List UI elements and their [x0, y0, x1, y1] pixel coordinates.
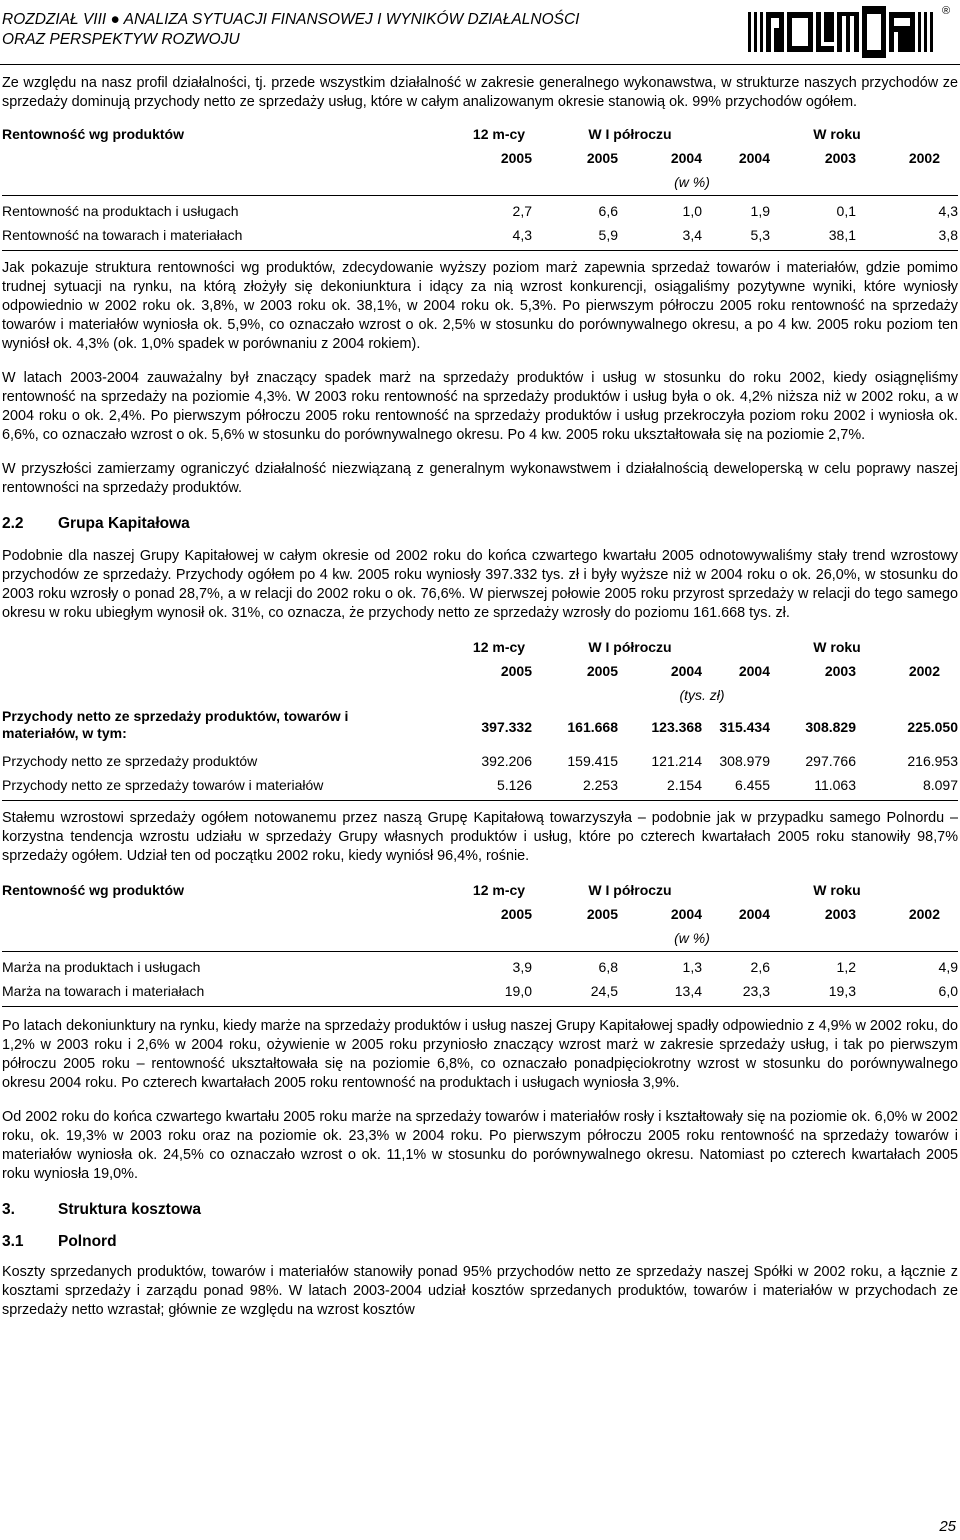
table-row	[2, 982, 958, 1006]
section-heading	[2, 513, 958, 535]
polnord-logo	[746, 2, 956, 60]
table-rule	[2, 800, 958, 809]
year-cell: 2002	[908, 150, 940, 166]
group-12m: 12 m-cy	[472, 126, 526, 142]
group-half-year: W I półroczu	[588, 882, 672, 898]
year-cell: 2005	[500, 906, 532, 922]
paragraph: Podobnie dla naszej Grupy Kapitałowej w całym okresie od 2002 roku do końca czwartego kwartału 2005 odnotowywaliśmy stały trend wzrostowy przychodów ze sprzedaży. Przychody ogółem po 4 kw. 2005 roku wyniosły 397.332 tys. zł i były wyższe niż w 2004 roku o ok. 26,0%, w stosunku do 2003 roku wzrosły o ponad 28,7%, a w relacji do 2002 roku o ok. 76,6%. W pierwszej połowie 2005 roku przyrost sprzedaży w relacji do tego samego okresu w roku ubiegłym wynosił ok. 31%, co oznacza, że przychody netto ze sprzedaży wzrosły do poziomu 161.668 tys. zł.	[2, 548, 958, 621]
paragraph: W przyszłości zamierzamy ograniczyć działalność niezwiązaną z generalnym wykonawstwem i działalnością deweloperską w celu poprawy naszej rentowności na sprzedaży produktów.	[2, 461, 958, 496]
value-cell: 397.332	[481, 719, 532, 735]
year-cell: 2002	[908, 906, 940, 922]
section-title: Struktura kosztowa	[58, 1201, 201, 1218]
value-cell: 4,3	[512, 227, 532, 243]
row-label: Rentowność na towarach i materiałach	[2, 227, 243, 243]
value-cell: 308.829	[805, 719, 856, 735]
chapter-title-line2: ORAZ PERSPEKTYW ROZWOJU	[2, 31, 240, 48]
chapter-title-line1: ROZDZIAŁ VIII ● ANALIZA SYTUACJI FINANSOWEJ I WYNIKÓW DZIAŁALNOŚCI	[2, 11, 580, 28]
value-cell: 2.154	[666, 777, 702, 793]
value-cell: 2,6	[750, 959, 770, 975]
value-cell: 315.434	[719, 719, 770, 735]
value-cell: 297.766	[805, 753, 856, 769]
page-content	[2, 74, 958, 1320]
row-label: Rentowność na produktach i usługach	[2, 203, 239, 219]
value-cell: 5,9	[598, 227, 618, 243]
year-cell: 2005	[586, 906, 618, 922]
intro-paragraph: Ze względu na nasz profil działalności, tj. przede wszystkim działalność w zakresie generalnego wykonawstwa, w strukturze naszych przychodów ze sprzedaży dominują przychody netto ze sprzedaży usług, które w całym analizowanym okresie stanowią ok. 99% przychodów ogółem.	[2, 75, 958, 110]
table-rule	[2, 195, 958, 202]
value-cell: 11.063	[814, 777, 856, 793]
year-cell: 2004	[670, 150, 702, 166]
section-number: 3.	[2, 1201, 15, 1218]
row-label: Przychody netto ze sprzedaży produktów, towarów i materiałów, w tym:	[2, 708, 349, 741]
value-cell: 23,3	[742, 983, 770, 999]
value-cell: 6,6	[598, 203, 618, 219]
unit-label: (w %)	[674, 174, 710, 190]
value-cell: 5.126	[496, 777, 532, 793]
subsection-heading	[2, 1231, 958, 1253]
section-title: Grupa Kapitałowa	[58, 515, 190, 532]
section-title: Polnord	[58, 1233, 117, 1250]
margin-table	[2, 881, 958, 1017]
table-row-total	[2, 706, 958, 752]
year-cell: 2002	[908, 663, 940, 679]
year-cell: 2003	[824, 663, 856, 679]
group-half-year: W I półroczu	[588, 126, 672, 142]
year-cell: 2004	[738, 150, 770, 166]
table-unit-row	[2, 686, 958, 706]
value-cell: 8.097	[922, 777, 958, 793]
table-years-row	[2, 905, 958, 929]
value-cell: 1,0	[682, 203, 702, 219]
revenue-table	[2, 638, 958, 809]
value-cell: 161.668	[567, 719, 618, 735]
table-unit-row	[2, 173, 958, 195]
group-half-year: W I półroczu	[588, 639, 672, 655]
table-unit-row	[2, 929, 958, 951]
value-cell: 1,2	[836, 959, 856, 975]
value-cell: 13,4	[674, 983, 702, 999]
table-row	[2, 752, 958, 776]
paragraph: Po latach dekoniunktury na rynku, kiedy marże na sprzedaży produktów i usług naszej Grupy Kapitałowej spadły odpowiednio z 4,9% w 2002 roku, do 1,2% w 2003 roku i 2,6% w 2004 roku, ożywienie w 2005 roku przyniosło znaczący wzrost marż w zakresie sprzedaży usług, i tak po pierwszym półroczu 2005 roku – rentowność ukształtowała się na poziomie 6,8%, co oznaczało ponadpięciokrotny wzrost w stosunku do porównywalnego okresu 2004 roku. Po czterech kwartałach 2005 roku rentowność na produktach i usługach wyniosła 3,9%.	[2, 1018, 958, 1091]
group-year: W roku	[813, 639, 861, 655]
value-cell: 6,8	[598, 959, 618, 975]
year-cell: 2005	[586, 150, 618, 166]
paragraph: Koszty sprzedanych produktów, towarów i materiałów stanowiły ponad 95% przychodów netto ze sprzedaży naszej Spółki w 2002 roku, a łącznie z kosztami sprzedaży i zarządu ponad 98%. W latach 2003-2004 udział kosztów sprzedanych produktów, towarów i materiałów w przychodach ze sprzedaży netto wzrastał; głównie ze względu na wzrost kosztów	[2, 1264, 958, 1318]
paragraph: Stałemu wzrostowi sprzedaży ogółem notowanemu przez naszą Grupę Kapitałową towarzyszyła – podobnie jak w przypadku samego Polnordu – korzystna tendencja wzrostu udziału w sprzedaży Grupy własnych produktów i usług, które po czterech kwartałach 2005 roku stanowiły 98,7% sprzedaży ogółem. Udział ten od początku 2002 roku, kiedy wyniósł 96,4%, rośnie.	[2, 810, 958, 864]
unit-label: (tys. zł)	[679, 687, 725, 703]
table-row	[2, 958, 958, 982]
section-heading	[2, 1199, 958, 1221]
value-cell: 38,1	[828, 227, 856, 243]
value-cell: 3,4	[682, 227, 702, 243]
paragraph: Jak pokazuje struktura rentowności wg produktów, zdecydowanie wyższy poziom marż zapewnia sprzedaż towarów i materiałów, gdzie pomimo trudnej sytuacji na rynku, na którą złożyły się dekoniunktura i idący za nią wzrost konkurencji, osiągaliśmy pozytywne wyniki, które wyniosły odpowiednio w 2002 roku ok. 3,8%, w 2003 roku ok. 38,1%, w 2004 roku ok. 5,3%. Po pierwszym półroczu 2005 roku rentowność na sprzedaży towarów i materiałów wyniosła ok. 5,9%, co oznaczało wzrost o ok. 2,5% w stosunku do porównywalnego okresu, a po 4 kw. 2005 roku poziom ten wyniósł ok. 4,3% (ok. 1,0% spadek w porównaniu z 2004 rokiem).	[2, 260, 958, 352]
row-label: Marża na towarach i materiałach	[2, 983, 205, 999]
unit-label: (w %)	[674, 930, 710, 946]
value-cell: 19,3	[828, 983, 856, 999]
value-cell: 2,7	[512, 203, 532, 219]
paragraph: W latach 2003-2004 zauważalny był znaczący spadek marż na sprzedaży produktów i usług w stosunku do roku 2002, kiedy osiągnęliśmy rentowność na sprzedaży na poziomie 4,3%. W 2003 roku rentowność na sprzedaży produktów i usług była o ok. 4,2% niższa niż w 2002 roku, a w 2004 roku o ok. 2,4%. Po pierwszym półroczu 2005 roku rentowność na sprzedaży produktów i usług przekroczyła poziom roku 2002 i wyniosła ok. 6,6%, co oznaczało wzrost o ok. 5,6% w stosunku do porównywalnego okresu. Po 4 kw. 2005 roku ukształtowała się na poziomie 2,7%.	[2, 370, 958, 443]
value-cell: 0,1	[836, 203, 856, 219]
table-rule	[2, 1006, 958, 1017]
profitability-table	[2, 125, 958, 259]
table-row	[2, 776, 958, 800]
value-cell: 5,3	[750, 227, 770, 243]
value-cell: 6.455	[734, 777, 770, 793]
table-years-row	[2, 149, 958, 173]
table-title: Rentowność wg produktów	[2, 126, 184, 142]
value-cell: 3,8	[938, 227, 958, 243]
year-cell: 2005	[500, 150, 532, 166]
table-rule	[2, 951, 958, 958]
year-cell: 2004	[738, 906, 770, 922]
section-number: 2.2	[2, 515, 24, 532]
value-cell: 159.415	[567, 753, 618, 769]
value-cell: 1,3	[682, 959, 702, 975]
value-cell: 1,9	[750, 203, 770, 219]
value-cell: 19,0	[504, 983, 532, 999]
value-cell: 225.050	[907, 719, 958, 735]
table-header-row	[2, 638, 958, 662]
table-rule	[2, 250, 958, 259]
section-number: 3.1	[2, 1233, 24, 1250]
value-cell: 216.953	[907, 753, 958, 769]
value-cell: 4,3	[938, 203, 958, 219]
page-number: 25	[939, 1518, 956, 1535]
value-cell: 4,9	[938, 959, 958, 975]
table-header-row	[2, 881, 958, 905]
year-cell: 2003	[824, 906, 856, 922]
year-cell: 2004	[670, 906, 702, 922]
value-cell: 392.206	[481, 753, 532, 769]
chapter-title	[2, 10, 579, 50]
group-12m: 12 m-cy	[472, 639, 526, 655]
year-cell: 2005	[500, 663, 532, 679]
table-row	[2, 202, 958, 226]
row-label: Marża na produktach i usługach	[2, 959, 201, 975]
table-title: Rentowność wg produktów	[2, 882, 184, 898]
value-cell: 3,9	[512, 959, 532, 975]
year-cell: 2004	[670, 663, 702, 679]
value-cell: 24,5	[590, 983, 618, 999]
year-cell: 2005	[586, 663, 618, 679]
row-label: Przychody netto ze sprzedaży towarów i materiałów	[2, 777, 324, 793]
value-cell: 308.979	[719, 753, 770, 769]
page-header	[0, 0, 960, 64]
year-cell: 2004	[738, 663, 770, 679]
table-row	[2, 226, 958, 250]
paragraph: Od 2002 roku do końca czwartego kwartału 2005 roku marże na sprzedaży towarów i materiałów rosły i kształtowały się na poziomie ok. 6,0% w 2002 roku, ok. 19,3% w 2003 roku oraz na poziomie ok. 23,3% w 2004 roku. Po pierwszym półroczu 2005 roku rentowność na sprzedaży towarów i materiałów wyniosła ok. 24,5% co oznaczało wzrost o ok. 11,1% w stosunku do porównywalnego okresu. Natomiast po czterech kwartałach 2005 roku wyniosła 19,0%.	[2, 1109, 958, 1182]
value-cell: 2.253	[582, 777, 618, 793]
table-header-row	[2, 125, 958, 149]
value-cell: 121.214	[651, 753, 702, 769]
header-rule	[0, 64, 960, 65]
year-cell: 2003	[824, 150, 856, 166]
value-cell: 6,0	[938, 983, 958, 999]
group-12m: 12 m-cy	[472, 882, 526, 898]
table-years-row	[2, 662, 958, 686]
group-year: W roku	[813, 126, 861, 142]
group-year: W roku	[813, 882, 861, 898]
registered-mark: ®	[942, 5, 951, 17]
row-label: Przychody netto ze sprzedaży produktów	[2, 753, 258, 769]
value-cell: 123.368	[651, 719, 702, 735]
